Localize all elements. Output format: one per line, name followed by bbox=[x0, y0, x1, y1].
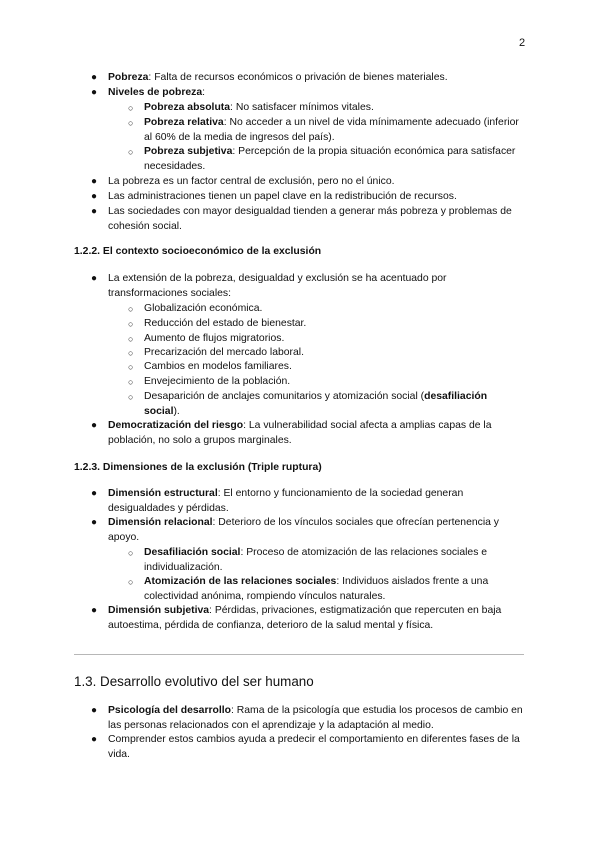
bullet-icon: ● bbox=[91, 705, 98, 716]
circle-bullet-icon: ○ bbox=[128, 118, 134, 128]
list-item: ○ Aumento de flujos migratorios. bbox=[144, 332, 524, 347]
bullet-icon: ● bbox=[91, 273, 98, 284]
list-item: ● Dimensión subjetiva: Pérdidas, privaciones, estigmatización que repercuten en baja autoestima, pérdida de confianza, deterioro de la salud mental y física. bbox=[91, 605, 502, 631]
list-item: ● La extensión de la pobreza, desigualdad y exclusión se ha acentuado por transformaciones sociales: bbox=[91, 273, 447, 299]
list-item: ● La pobreza es un factor central de exclusión, pero no el único. bbox=[108, 175, 524, 190]
bullet-icon: ● bbox=[91, 87, 98, 98]
circle-bullet-icon: ○ bbox=[128, 362, 134, 372]
list-item: ○ Cambios en modelos familiares. bbox=[144, 360, 524, 375]
list-item: ○ Desafiliación social: Proceso de atomización de las relaciones sociales e individualización. bbox=[128, 547, 488, 573]
circle-bullet-icon: ○ bbox=[128, 319, 134, 329]
section-heading: 1.2.3. Dimensiones de la exclusión (Triple ruptura) bbox=[74, 462, 322, 473]
list-item: ○ Reducción del estado de bienestar. bbox=[144, 317, 524, 332]
bullet-icon: ● bbox=[91, 206, 98, 217]
list-item: ● Las sociedades con mayor desigualdad tienden a generar más pobreza y problemas de cohesión social. bbox=[91, 206, 512, 232]
bullet-icon: ● bbox=[91, 488, 98, 499]
circle-bullet-icon: ○ bbox=[128, 577, 134, 587]
list-item: ● Las administraciones tienen un papel clave en la redistribución de recursos. bbox=[108, 190, 524, 205]
chapter-heading: 1.3. Desarrollo evolutivo del ser humano bbox=[74, 674, 314, 689]
list-item: ○ Atomización de las relaciones sociales: Individuos aislados frente a una colectividad anónima, rompiendo vínculos naturales. bbox=[128, 576, 489, 602]
circle-bullet-icon: ○ bbox=[128, 147, 134, 157]
bullet-icon: ● bbox=[91, 176, 98, 187]
bullet-icon: ● bbox=[91, 191, 98, 202]
bullet-icon: ● bbox=[91, 605, 98, 616]
list-item: ● Dimensión relacional: Deterioro de los vínculos sociales que ofrecían pertenencia y apoyo. bbox=[91, 517, 499, 543]
list-item: ○ Pobreza relativa: No acceder a un nivel de vida mínimamente adecuado (inferior al 60% de la media de ingresos del país). bbox=[128, 117, 519, 143]
circle-bullet-icon: ○ bbox=[128, 304, 134, 314]
circle-bullet-icon: ○ bbox=[128, 392, 134, 402]
list-item: ● Comprender estos cambios ayuda a predecir el comportamiento en diferentes fases de la vida. bbox=[91, 734, 520, 760]
horizontal-divider bbox=[74, 654, 524, 655]
list-item: ○ Precarización del mercado laboral. bbox=[144, 346, 524, 361]
list-item: ○ Envejecimiento de la población. bbox=[144, 375, 524, 390]
circle-bullet-icon: ○ bbox=[128, 548, 134, 558]
circle-bullet-icon: ○ bbox=[128, 348, 134, 358]
list-item: ● Democratización del riesgo: La vulnerabilidad social afecta a amplias capas de la población, no solo a grupos marginales. bbox=[91, 420, 492, 446]
bullet-icon: ● bbox=[91, 72, 98, 83]
bullet-icon: ● bbox=[91, 517, 98, 528]
circle-bullet-icon: ○ bbox=[128, 377, 134, 387]
list-item: ● Psicología del desarrollo: Rama de la psicología que estudia los procesos de cambio en las personas relacionados con el aprendizaje y la adaptación al medio. bbox=[91, 705, 523, 731]
list-item: ○ Pobreza absoluta: No satisfacer mínimos vitales. bbox=[144, 101, 524, 116]
list-item: ● Niveles de pobreza: bbox=[108, 86, 524, 101]
list-item: ○ Globalización económica. bbox=[144, 302, 524, 317]
circle-bullet-icon: ○ bbox=[128, 103, 134, 113]
list-item: ● Dimensión estructural: El entorno y funcionamiento de la sociedad generan desigualdades y pérdidas. bbox=[91, 488, 464, 514]
bullet-icon: ● bbox=[91, 420, 98, 431]
bullet-icon: ● bbox=[91, 734, 98, 745]
list-item: ● Pobreza: Falta de recursos económicos o privación de bienes materiales. bbox=[108, 71, 524, 86]
circle-bullet-icon: ○ bbox=[128, 334, 134, 344]
list-item: ○ Desaparición de anclajes comunitarios y atomización social (desafiliación social). bbox=[128, 391, 488, 417]
section-heading: 1.2.2. El contexto socioeconómico de la exclusión bbox=[74, 246, 322, 257]
list-item: ○ Pobreza subjetiva: Percepción de la propia situación económica para satisfacer necesidades. bbox=[128, 146, 516, 172]
page-number: 2 bbox=[519, 37, 526, 49]
